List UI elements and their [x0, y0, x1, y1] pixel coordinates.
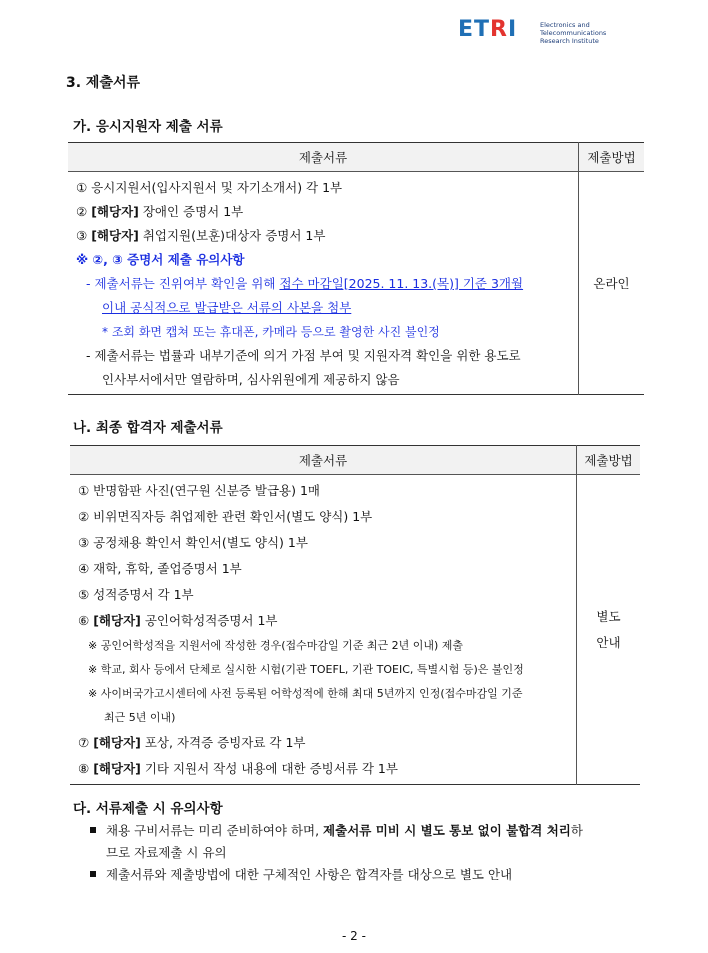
na-item-8-tag: [해당자]	[93, 761, 141, 776]
ga-notice-3a: - 제출서류는 법률과 내부기준에 의거 가점 부여 및 지원자격 확인을 위한 용도로	[86, 348, 521, 363]
na-col-documents: 제출서류	[70, 446, 577, 475]
ga-notice-2: * 조회 화면 캡쳐 또는 휴대폰, 카메라 등으로 촬영한 사진 불인정	[102, 325, 440, 339]
na-item-7	[70, 730, 576, 756]
na-item-7-tag: [해당자]	[93, 735, 141, 750]
na-item-7-mark: ⑦	[78, 735, 90, 750]
ga-item-2-text: 장애인 증명서 1부	[138, 204, 244, 219]
ga-item-1: ① 응시지원서(입사지원서 및 자기소개서) 각 1부	[76, 180, 343, 195]
ga-item-2-tag: [해당자]	[91, 204, 139, 219]
na-item-8-mark: ⑧	[78, 761, 90, 776]
ga-notice-1b: 접수 마감일[2025. 11. 13.(목)] 기준 3개월	[279, 276, 524, 291]
da-bullet-1-line2: 므로 자료제출 시 유의	[106, 845, 227, 860]
etri-logo	[458, 17, 648, 45]
da-bullet-1-line1	[106, 820, 583, 842]
ga-col-method: 제출방법	[579, 143, 645, 172]
square-bullet-icon	[90, 827, 96, 833]
da-b1-c: 하	[570, 823, 583, 838]
na-item-2: ② 비위면직자등 취업제한 관련 확인서(별도 양식) 1부	[78, 509, 373, 524]
da-bullet-2	[106, 864, 512, 886]
na-item-8-text: 기타 지원서 작성 내용에 대한 증빙서류 각 1부	[140, 761, 398, 776]
na-item-4: ④ 재학, 휴학, 졸업증명서 1부	[78, 561, 242, 576]
da-b1-b: 제출서류 미비 시 별도 통보 없이 불합격 처리	[323, 823, 571, 838]
logo-line2: Research Institute	[540, 37, 599, 45]
ga-notice-heading: ※ ②, ③ 증명서 제출 유의사항	[76, 252, 245, 267]
na-item-1: ① 반명함판 사진(연구원 신분증 발급용) 1매	[78, 483, 320, 498]
na-remark-1: ※ 공인어학성적을 지원서에 작성한 경우(접수마감일 기준 최근 2년 이내) 제출	[88, 639, 464, 652]
ga-notice-1	[68, 272, 578, 296]
na-item-5: ⑤ 성적증명서 각 1부	[78, 587, 194, 602]
na-item-8	[70, 756, 576, 782]
na-remark-3b: 최근 5년 이내)	[104, 711, 176, 724]
da-bullet-2-line1: 제출서류와 제출방법에 대한 구체적인 사항은 합격자를 대상으로 별도 안내	[106, 867, 513, 882]
na-col-method: 제출방법	[577, 446, 641, 475]
ga-notice-3b: 인사부서에서만 열람하며, 심사위원에게 제공하지 않음	[102, 372, 400, 387]
page-number: - 2 -	[342, 929, 366, 943]
ga-notice-1a: - 제출서류는 진위여부 확인을 위해	[86, 276, 280, 291]
logo-mark-r: R	[490, 17, 508, 42]
na-item-6-text: 공인어학성적증명서 1부	[140, 613, 278, 628]
na-item-3: ③ 공정채용 확인서 확인서(별도 양식) 1부	[78, 535, 308, 550]
ga-item-3-tag: [해당자]	[91, 228, 139, 243]
na-item-6	[70, 608, 576, 634]
ga-title: 가. 응시지원자 제출 서류	[73, 119, 223, 135]
na-table	[70, 445, 640, 785]
ga-notice-1c: 이내 공식적으로 발급받은 서류의 사본을 첨부	[102, 300, 352, 315]
da-title: 다. 서류제출 시 유의사항	[73, 801, 223, 817]
square-bullet-icon	[90, 871, 96, 877]
na-method-2: 안내	[596, 634, 621, 650]
logo-line1: Electronics and Telecommunications	[540, 21, 607, 37]
ga-documents-cell	[68, 172, 579, 395]
ga-col-documents: 제출서류	[68, 143, 579, 172]
logo-text	[540, 21, 650, 45]
na-item-6-tag: [해당자]	[93, 613, 141, 628]
da-bullet-1	[106, 820, 583, 864]
section-title: 3. 제출서류	[66, 75, 141, 91]
na-item-7-text: 포상, 자격증 증빙자료 각 1부	[140, 735, 306, 750]
na-remark-2: ※ 학교, 회사 등에서 단체로 실시한 시험(기관 TOEFL, 기관 TOEIC, 특별시험 등)은 불인정	[88, 663, 524, 676]
ga-item-2-mark: ②	[76, 204, 88, 219]
na-documents-cell	[70, 475, 577, 785]
ga-item-3-mark: ③	[76, 228, 88, 243]
logo-mark-et: ET	[458, 17, 491, 42]
da-b1-a: 채용 구비서류는 미리 준비하여야 하며,	[106, 823, 324, 838]
ga-item-2	[68, 200, 578, 224]
na-item-6-mark: ⑥	[78, 613, 90, 628]
ga-table	[68, 142, 644, 395]
logo-mark	[458, 18, 517, 42]
na-title: 나. 최종 합격자 제출서류	[73, 420, 223, 436]
logo-mark-i: I	[508, 17, 518, 42]
na-method-1: 별도	[596, 608, 621, 624]
ga-item-3	[68, 224, 578, 248]
ga-method-cell: 온라인	[579, 172, 645, 395]
na-method-cell	[577, 475, 641, 785]
ga-item-3-text: 취업지원(보훈)대상자 증명서 1부	[138, 228, 326, 243]
na-remark-3a: ※ 사이버국가고시센터에 사전 등록된 어학성적에 한해 최대 5년까지 인정(접수마감일 기준	[88, 687, 523, 700]
